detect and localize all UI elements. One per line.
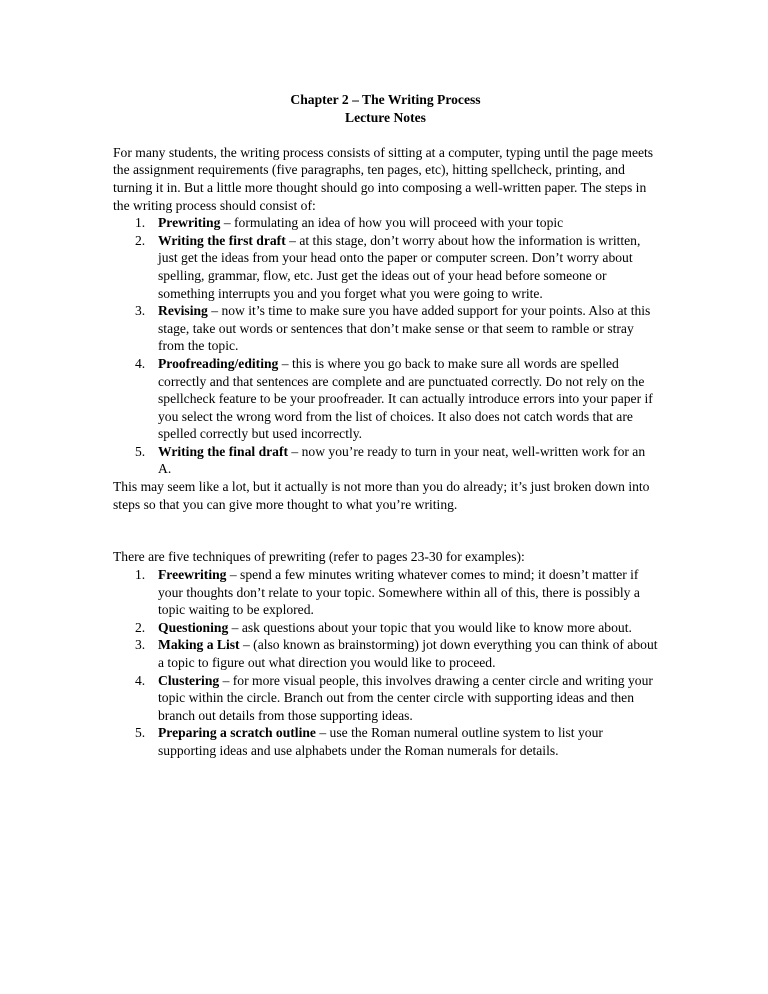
writing-steps-list (113, 214, 658, 478)
lecture-notes-subtitle: Lecture Notes (345, 109, 426, 125)
item-term: Preparing a scratch outline (158, 725, 316, 741)
spacer (113, 126, 658, 144)
item-number: 5. (135, 725, 146, 741)
list-item (113, 302, 658, 355)
list-item (113, 724, 658, 759)
item-number: 4. (135, 355, 146, 371)
item-text: – now you’re ready to turn in your neat, well-written work for an A. (158, 443, 646, 477)
item-text: – formulating an idea of how you will proceed with your topic (220, 215, 564, 231)
list-item (113, 214, 658, 232)
item-term: Making a List (158, 637, 240, 653)
item-term: Freewriting (158, 567, 227, 583)
item-number: 3. (135, 637, 146, 653)
item-term: Proofreading/editing (158, 355, 279, 371)
item-text: – at this stage, don’t worry about how the information is written, just get the ideas from your head onto the paper or computer screen. Don’t worry about spelling, grammar, flow, etc. Just get the ideas out of your head before someone or something interrupts you and you forget what you were going to write. (158, 232, 641, 301)
item-number: 1. (135, 567, 146, 583)
item-term: Questioning (158, 619, 229, 635)
item-number: 3. (135, 303, 146, 319)
list-item (113, 443, 658, 478)
spacer (113, 513, 658, 548)
item-term: Clustering (158, 672, 220, 688)
list-item (113, 672, 658, 725)
item-text: – ask questions about your topic that you would like to know more about. (228, 619, 632, 635)
list-item (113, 232, 658, 302)
list-item (113, 566, 658, 619)
item-term: Writing the first draft (158, 232, 286, 248)
item-number: 1. (135, 215, 146, 231)
item-number: 2. (135, 619, 146, 635)
chapter-title: Chapter 2 – The Writing Process (290, 92, 481, 107)
item-text: – use the Roman numeral outline system to list your supporting ideas and use alphabets under the Roman numerals for details. (158, 725, 603, 758)
section2-intro: There are five techniques of prewriting (refer to pages 23-30 for examples): (113, 549, 525, 565)
prewriting-techniques-list (113, 566, 658, 760)
item-term: Prewriting (158, 215, 221, 231)
section1-intro: For many students, the writing process consists of sitting at a computer, typing until the page meets the assignment requirements (five paragraphs, ten pages, etc), hitting spellcheck, printing, and turning it in. But a little more thought should go into composing a well-written paper. The steps in the writing process should consist of: (113, 144, 654, 213)
item-text: – for more visual people, this involves drawing a center circle and writing your topic within the circle. Branch out from the center circle with supporting ideas and then branch out details from those supporting ideas. (158, 672, 653, 723)
item-text: – spend a few minutes writing whatever comes to mind; it doesn’t matter if your thoughts don’t relate to your topic. Somewhere within all of this, there is possibly a topic waiting to be explored. (158, 567, 640, 618)
item-number: 5. (135, 443, 146, 459)
item-text: – this is where you go back to make sure all words are spelled correctly and that sentences are complete and are punctuated correctly. Do not rely on the spellcheck feature to be your proofreader. It can actually introduce errors into your paper if you select the wrong word from the list of choices. It also does not catch words that are spelled correctly but used incorrectly. (158, 355, 653, 442)
list-item (113, 355, 658, 443)
section1-outro: This may seem like a lot, but it actually is not more than you do already; it’s just broken down into steps so that you can give more thought to what you’re writing. (113, 479, 650, 512)
list-item (113, 636, 658, 671)
item-number: 2. (135, 232, 146, 248)
item-text: – (also known as brainstorming) jot down everything you can think of about a topic to figure out what direction you would like to proceed. (158, 637, 658, 670)
item-number: 4. (135, 672, 146, 688)
list-item (113, 619, 658, 637)
document-page (113, 91, 658, 760)
item-term: Revising (158, 303, 208, 319)
item-term: Writing the final draft (158, 443, 289, 459)
item-text: – now it’s time to make sure you have added support for your points. Also at this stage, take out words or sentences that don’t make sense or that seem to ramble or stray from the topic. (158, 303, 651, 354)
